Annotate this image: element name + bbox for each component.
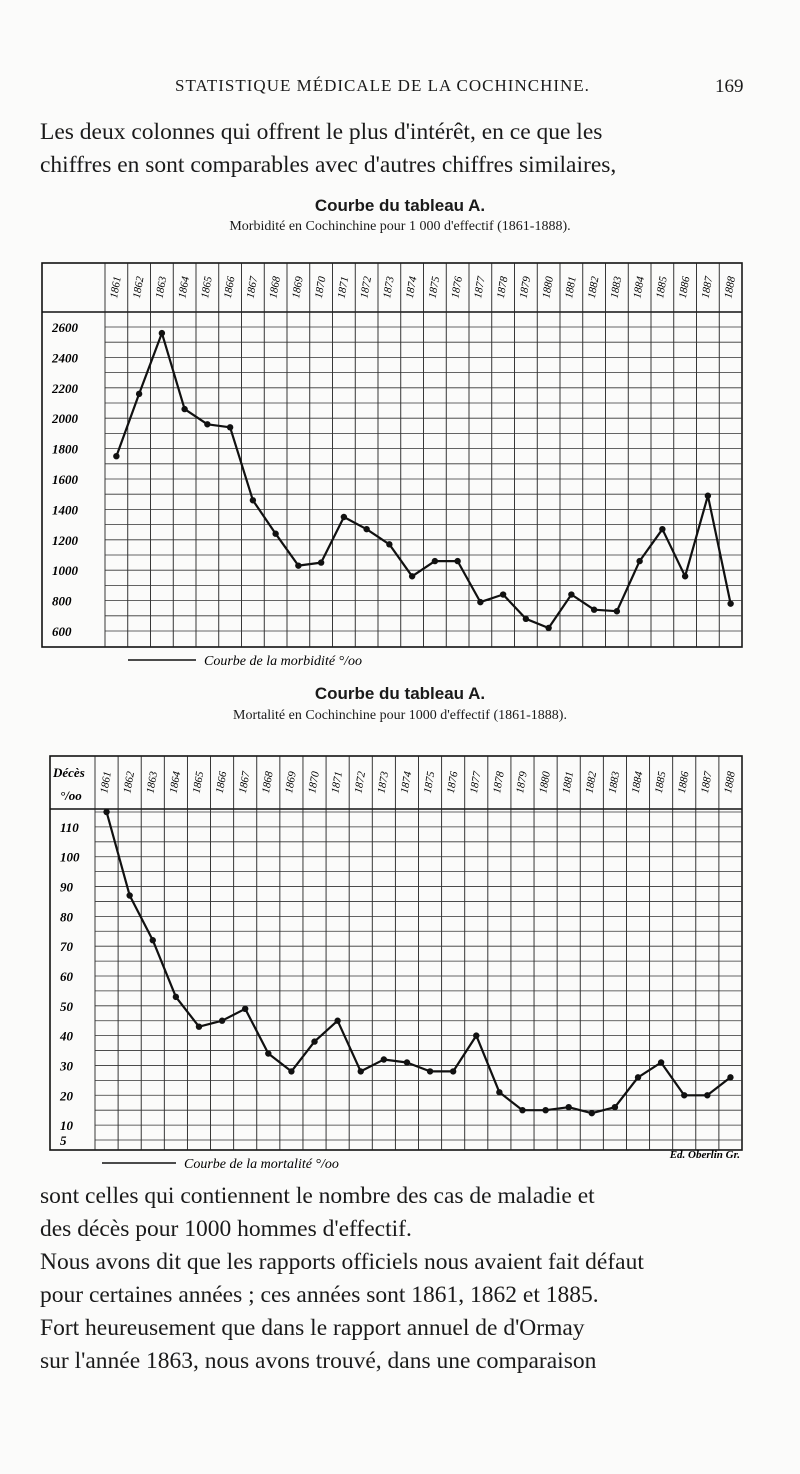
y-tick-label: 1000 [52, 563, 78, 579]
y-tick-label: 100 [60, 849, 80, 865]
y-tick-label: 70 [60, 939, 73, 955]
data-point [496, 1089, 502, 1095]
x-tick-label: 1882 [585, 275, 602, 300]
data-point [523, 616, 529, 622]
x-tick-label: 1862 [121, 770, 138, 795]
x-tick-label: 1883 [608, 275, 625, 300]
x-tick-label: 1887 [699, 275, 716, 300]
y-tick-label: 60 [60, 969, 73, 984]
y-tick-label: 2400 [52, 350, 78, 366]
running-title: STATISTIQUE MÉDICALE DE LA COCHINCHINE. [175, 76, 590, 95]
data-point [381, 1056, 387, 1062]
x-tick-label: 1880 [537, 770, 553, 795]
data-point [473, 1032, 479, 1038]
legend-label: Courbe de la morbidité °/oo [204, 654, 363, 669]
y-axis-label: Décès [53, 765, 85, 780]
x-tick-label: 1878 [491, 770, 507, 795]
data-point [450, 1068, 456, 1074]
chart-frame [50, 756, 742, 1150]
chart-2-subtitle: Mortalité en Cochinchine pour 1000 d'effectif (1861-1888). [233, 708, 567, 723]
x-tick-label: 1870 [306, 770, 322, 795]
x-tick-label: 1885 [652, 770, 669, 795]
data-point [612, 1104, 618, 1110]
data-point [727, 600, 733, 606]
x-tick-label: 1879 [517, 275, 534, 300]
data-point [181, 406, 187, 412]
text-line: sur l'année 1863, nous avons trouvé, dans une comparaison [40, 1348, 597, 1374]
x-tick-label: 1881 [560, 770, 577, 795]
y-tick-label: 5 [60, 1133, 67, 1148]
x-tick-label: 1873 [381, 275, 397, 300]
x-tick-label: 1861 [108, 275, 124, 300]
chart-1-title: Courbe du tableau A. [314, 196, 486, 215]
data-point [311, 1038, 317, 1044]
y-tick-label: 1800 [52, 441, 78, 457]
y-tick-label: 80 [60, 909, 73, 925]
data-point [103, 809, 109, 815]
x-tick-label: 1875 [426, 275, 443, 300]
data-point [404, 1059, 410, 1065]
data-point [295, 562, 301, 568]
data-point [519, 1107, 525, 1113]
x-tick-label: 1873 [375, 770, 392, 795]
data-point [150, 937, 156, 943]
data-point [219, 1018, 225, 1024]
data-point [204, 421, 210, 427]
x-tick-label: 1870 [312, 275, 329, 300]
data-point [126, 892, 132, 898]
y-tick-label: 20 [60, 1088, 73, 1104]
data-point [265, 1050, 271, 1056]
data-point [614, 608, 620, 614]
x-tick-label: 1871 [335, 275, 352, 300]
x-tick-label: 1886 [676, 275, 693, 300]
x-tick-label: 1884 [629, 770, 646, 795]
text-line: sont celles qui contiennent le nombre des cas de maladie et [40, 1183, 595, 1209]
x-tick-label: 1868 [267, 275, 283, 300]
y-tick-label: 10 [60, 1118, 73, 1134]
x-tick-label: 1865 [199, 275, 215, 300]
x-tick-label: 1877 [472, 275, 488, 300]
data-point [427, 1068, 433, 1074]
y-tick-label: 600 [52, 624, 72, 639]
y-tick-label: 1600 [52, 472, 78, 487]
data-point [591, 607, 597, 613]
chart-frame [42, 263, 742, 647]
x-tick-label: 1879 [514, 770, 530, 795]
text-line: des décès pour 1000 hommes d'effectif. [40, 1216, 412, 1242]
x-tick-label: 1864 [167, 770, 184, 795]
x-tick-label: 1872 [358, 275, 374, 300]
data-point [542, 1107, 548, 1113]
x-tick-label: 1883 [606, 770, 623, 795]
x-tick-label: 1866 [213, 770, 230, 795]
data-point [704, 1092, 710, 1098]
text-line: Fort heureusement que dans le rapport annuel de d'Ormay [40, 1315, 585, 1341]
data-point [500, 591, 506, 597]
data-point [477, 599, 483, 605]
x-tick-label: 1886 [675, 770, 692, 795]
x-tick-label: 1875 [421, 770, 438, 795]
x-tick-label: 1867 [236, 770, 253, 795]
text-line: Nous avons dit que les rapports officiels nous avaient fait défaut [40, 1249, 644, 1275]
data-point [159, 330, 165, 336]
data-point [658, 1059, 664, 1065]
x-tick-label: 1884 [631, 275, 647, 300]
data-point [681, 1092, 687, 1098]
data-point [636, 558, 642, 564]
paragraph-bottom [40, 1180, 752, 1378]
y-tick-label: 40 [60, 1028, 73, 1044]
x-tick-label: 1868 [260, 770, 276, 795]
data-point [341, 514, 347, 520]
x-tick-label: 1888 [722, 275, 738, 300]
x-tick-label: 1876 [449, 275, 465, 300]
data-point [334, 1018, 340, 1024]
x-tick-label: 1861 [98, 770, 114, 795]
text-line: Les deux colonnes qui offrent le plus d'intérêt, en ce que les [40, 119, 603, 145]
data-point [288, 1068, 294, 1074]
text-line: chiffres en sont comparables avec d'autres chiffres similaires, [40, 152, 617, 178]
data-point [454, 558, 460, 564]
data-point [635, 1074, 641, 1080]
y-tick-label: 90 [60, 879, 73, 895]
data-point [196, 1023, 202, 1029]
data-point [363, 526, 369, 532]
data-point [272, 531, 278, 537]
data-point [545, 625, 551, 631]
x-tick-label: 1882 [583, 770, 600, 795]
x-tick-label: 1885 [654, 275, 670, 300]
y-axis-unit: °/oo [60, 788, 82, 803]
y-tick-label: 110 [60, 819, 79, 835]
x-tick-label: 1866 [221, 275, 238, 300]
x-tick-label: 1871 [329, 770, 345, 795]
page-number: 169 [715, 76, 744, 97]
x-tick-label: 1874 [398, 770, 415, 795]
y-tick-label: 2000 [52, 411, 78, 427]
x-tick-label: 1881 [563, 275, 579, 300]
data-point [409, 573, 415, 579]
x-tick-label: 1887 [699, 770, 715, 795]
x-tick-label: 1880 [540, 275, 556, 300]
data-point [589, 1110, 595, 1116]
x-tick-label: 1869 [290, 275, 306, 300]
x-tick-label: 1878 [494, 275, 511, 300]
y-tick-label: 1400 [52, 502, 78, 518]
x-tick-label: 1867 [244, 275, 261, 300]
x-tick-label: 1862 [130, 275, 147, 300]
data-point [727, 1074, 733, 1080]
y-tick-label: 1200 [52, 532, 78, 548]
data-point [113, 453, 119, 459]
morbidity-chart [0, 255, 800, 675]
data-point [386, 541, 392, 547]
data-point [173, 994, 179, 1000]
data-point [565, 1104, 571, 1110]
x-tick-label: 1864 [176, 275, 192, 300]
data-point [227, 424, 233, 430]
x-tick-label: 1874 [403, 275, 420, 300]
data-point [318, 559, 324, 565]
data-point [432, 558, 438, 564]
mortality-chart [0, 748, 800, 1178]
page-header [0, 76, 800, 100]
data-point [136, 391, 142, 397]
data-point [705, 493, 711, 499]
x-tick-label: 1876 [444, 770, 461, 795]
x-tick-label: 1877 [467, 770, 484, 795]
data-point [250, 497, 256, 503]
y-tick-label: 800 [52, 593, 72, 609]
data-point [242, 1006, 248, 1012]
data-point [659, 526, 665, 532]
y-tick-label: 50 [60, 998, 73, 1014]
x-tick-label: 1872 [352, 770, 369, 795]
data-point [682, 573, 688, 579]
legend-label: Courbe de la mortalité °/oo [184, 1157, 339, 1172]
text-line: pour certaines années ; ces années sont 1861, 1862 et 1885. [40, 1282, 599, 1308]
chart-2-title: Courbe du tableau A. [314, 684, 486, 703]
x-tick-label: 1888 [722, 770, 738, 795]
y-tick-label: 2200 [52, 380, 78, 396]
chart-1-subtitle: Morbidité en Cochinchine pour 1 000 d'effectif (1861-1888). [229, 219, 571, 234]
engraver-credit: Ed. Oberlin Gr. [669, 1149, 740, 1161]
data-point [358, 1068, 364, 1074]
y-tick-label: 2600 [52, 320, 78, 335]
x-tick-label: 1865 [190, 770, 207, 795]
x-tick-label: 1863 [153, 275, 170, 300]
y-tick-label: 30 [60, 1058, 73, 1074]
x-tick-label: 1869 [283, 770, 299, 795]
data-point [568, 591, 574, 597]
paragraph-top [40, 116, 752, 182]
x-tick-label: 1863 [144, 770, 161, 795]
